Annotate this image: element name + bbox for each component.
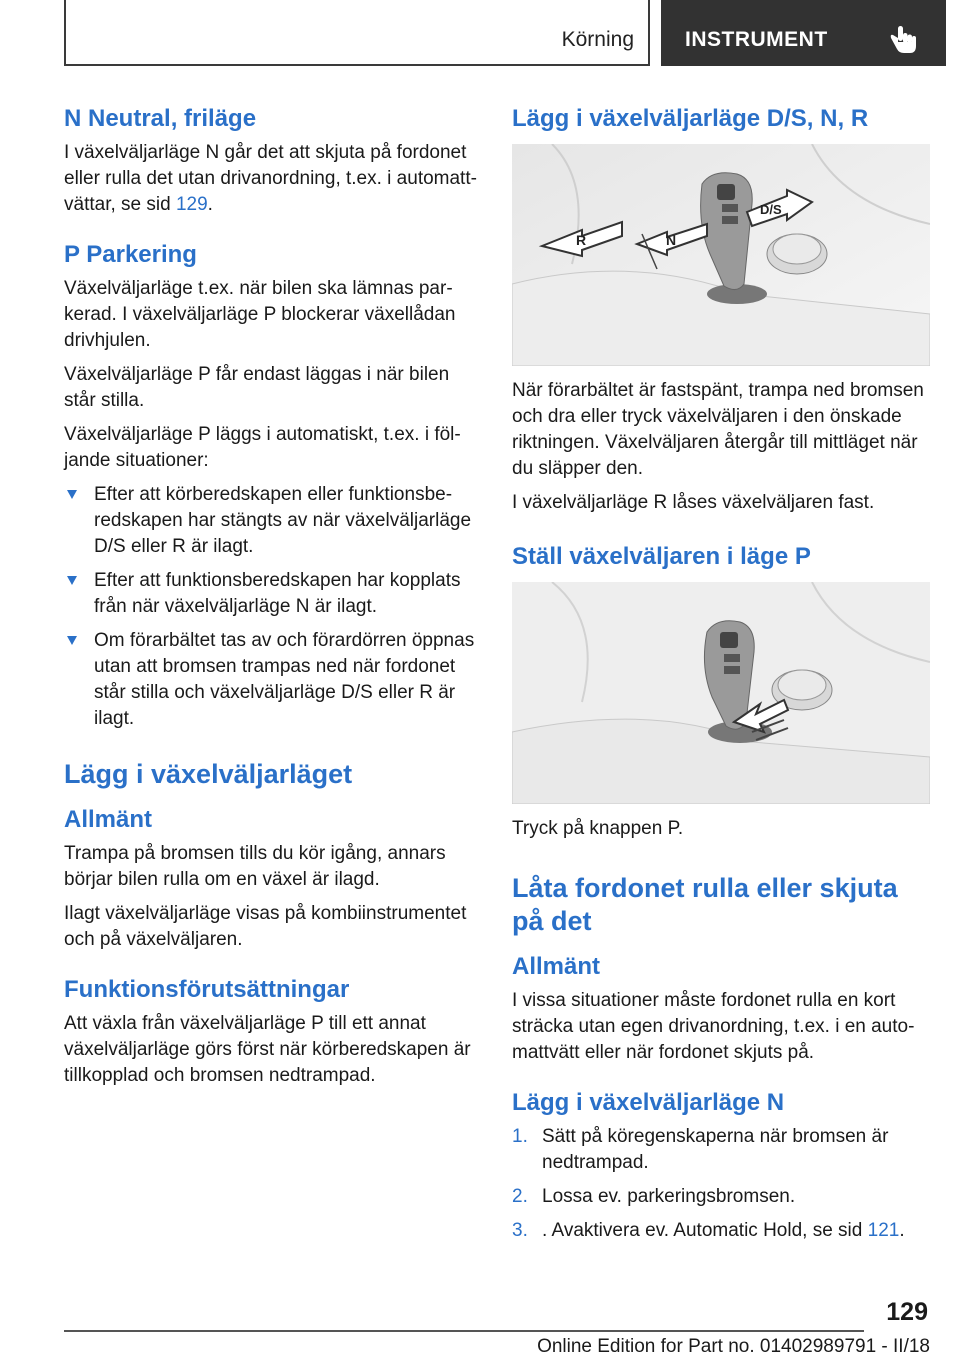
step-text-end: . <box>899 1220 905 1241</box>
right-column <box>512 96 930 1252</box>
paragraph-neutral <box>64 140 480 218</box>
page-link-121[interactable]: 121 <box>867 1220 900 1241</box>
heading-set-p: Ställ växelväljaren i läge P <box>512 543 811 570</box>
header-section-title: Körning <box>561 28 634 51</box>
paragraph-roll-general: I vissa situationer måste fordonet rulla en kort sträcka utan egen drivanordning, t.ex. i en automattvätt eller när fordonet skjuts på. <box>512 990 915 1063</box>
header-chapter-title: INSTRUMENT <box>685 28 828 51</box>
step-text: Lossa ev. parkeringsbromsen. <box>542 1186 796 1207</box>
list-item-text: Om förarbältet tas av och förardörren öppnas utan att bromsen trampas ned när fordonet står stilla och växelväljarläge D/S eller R är ilagt. <box>94 630 475 729</box>
list-item <box>64 482 480 560</box>
list-item-text: Efter att körberedskapen eller funktionsberedskapen har stängts av när växelväljarläge D/S eller R är ilagt. <box>94 484 472 557</box>
paragraph-function-requirements: Att växla från växelväljarläge P till ett annat växelväljarläge görs först när körberedskapen är tillkopplad och bromsen nedtrampad. <box>64 1013 471 1086</box>
list-item <box>512 1124 930 1176</box>
triangle-bullet-icon <box>67 490 77 499</box>
paragraph-neutral-text: I växelväljarläge N går det att skjuta på fordonet eller rulla det utan drivanordning, t.ex. i automattvättar, se sid <box>64 142 477 215</box>
page-link-129[interactable]: 129 <box>175 194 208 215</box>
step-text: Sätt på köregenskaperna när bromsen är nedtrampad. <box>542 1126 889 1173</box>
header-chapter-tab <box>661 0 946 66</box>
fig-label-ds: D/S <box>760 202 782 217</box>
hand-pointer-icon <box>886 22 920 56</box>
triangle-bullet-icon <box>67 636 77 645</box>
list-item <box>512 1218 930 1244</box>
fig-label-n: N <box>666 232 677 248</box>
paragraph-dsnr-2: I växelväljarläge R låses växelväljaren fast. <box>512 492 875 513</box>
paragraph-general-2: Ilagt växelväljarläge visas på kombiinstrumentet och på växelväljaren. <box>64 903 467 950</box>
triangle-bullet-icon <box>67 576 77 585</box>
header-section-box <box>64 0 650 66</box>
step-number: 1. <box>512 1126 528 1147</box>
paragraph-dsnr-1: När förarbältet är fastspänt, trampa ned bromsen och dra eller tryck växelväljaren i den önskade riktningen. Växelväljaren återgår till mittläget när du släpper den. <box>512 380 924 479</box>
step-text: . Avaktivera ev. Automatic Hold, se sid <box>542 1220 868 1241</box>
heading-engage-n: Lägg i växelväljarläge N <box>512 1089 785 1116</box>
heading-dsnr: Lägg i växelväljarläge D/S, N, R <box>512 105 869 132</box>
gear-selector-dsnr-illustration <box>512 144 930 366</box>
footer-edition: Online Edition for Part no. 01402989791 - II/18 <box>537 1336 930 1357</box>
step-number: 3. <box>512 1220 528 1241</box>
heading-roll-general: Allmänt <box>512 953 601 980</box>
list-item <box>512 1184 930 1210</box>
gear-selector-p-button-illustration <box>512 582 930 804</box>
heading-engage: Lägg i växelväljarläget <box>64 759 353 789</box>
parking-bullet-list <box>64 482 480 732</box>
fig-label-r: R <box>576 232 587 248</box>
heading-roll-vehicle: Låta fordonet rulla eller skjuta på det <box>512 873 898 936</box>
paragraph-general-1: Trampa på bromsen tills du kör igång, annars börjar bilen rulla om en växel är ilagd. <box>64 843 446 890</box>
list-item <box>64 568 480 620</box>
page-number: 129 <box>886 1298 928 1326</box>
paragraph-parking-3: Växelväljarläge P läggs i automatiskt, t.ex. i följande situationer: <box>64 424 461 471</box>
paragraph-parking-2: Växelväljarläge P får endast läggas i när bilen står stilla. <box>64 364 450 411</box>
left-column <box>64 96 480 1097</box>
list-item-text: Efter att funktionsberedskapen har kopplats från när växelväljarläge N är ilagt. <box>94 570 461 617</box>
heading-parking: P Parkering <box>64 241 197 268</box>
list-item <box>64 628 480 732</box>
heading-general: Allmänt <box>64 806 153 833</box>
paragraph-parking-1: Växelväljarläge t.ex. när bilen ska lämnas parkerad. I växelväljarläge P blockerar växellådan drivhjulen. <box>64 278 456 351</box>
footer-divider <box>64 1330 864 1332</box>
paragraph-press-p: Tryck på knappen P. <box>512 818 684 839</box>
steps-list <box>512 1124 930 1244</box>
heading-function-requirements: Funktionsförutsättningar <box>64 976 350 1003</box>
paragraph-neutral-end: . <box>207 194 213 215</box>
heading-neutral: N Neutral, friläge <box>64 105 257 132</box>
step-number: 2. <box>512 1186 528 1207</box>
page-header <box>64 0 946 66</box>
